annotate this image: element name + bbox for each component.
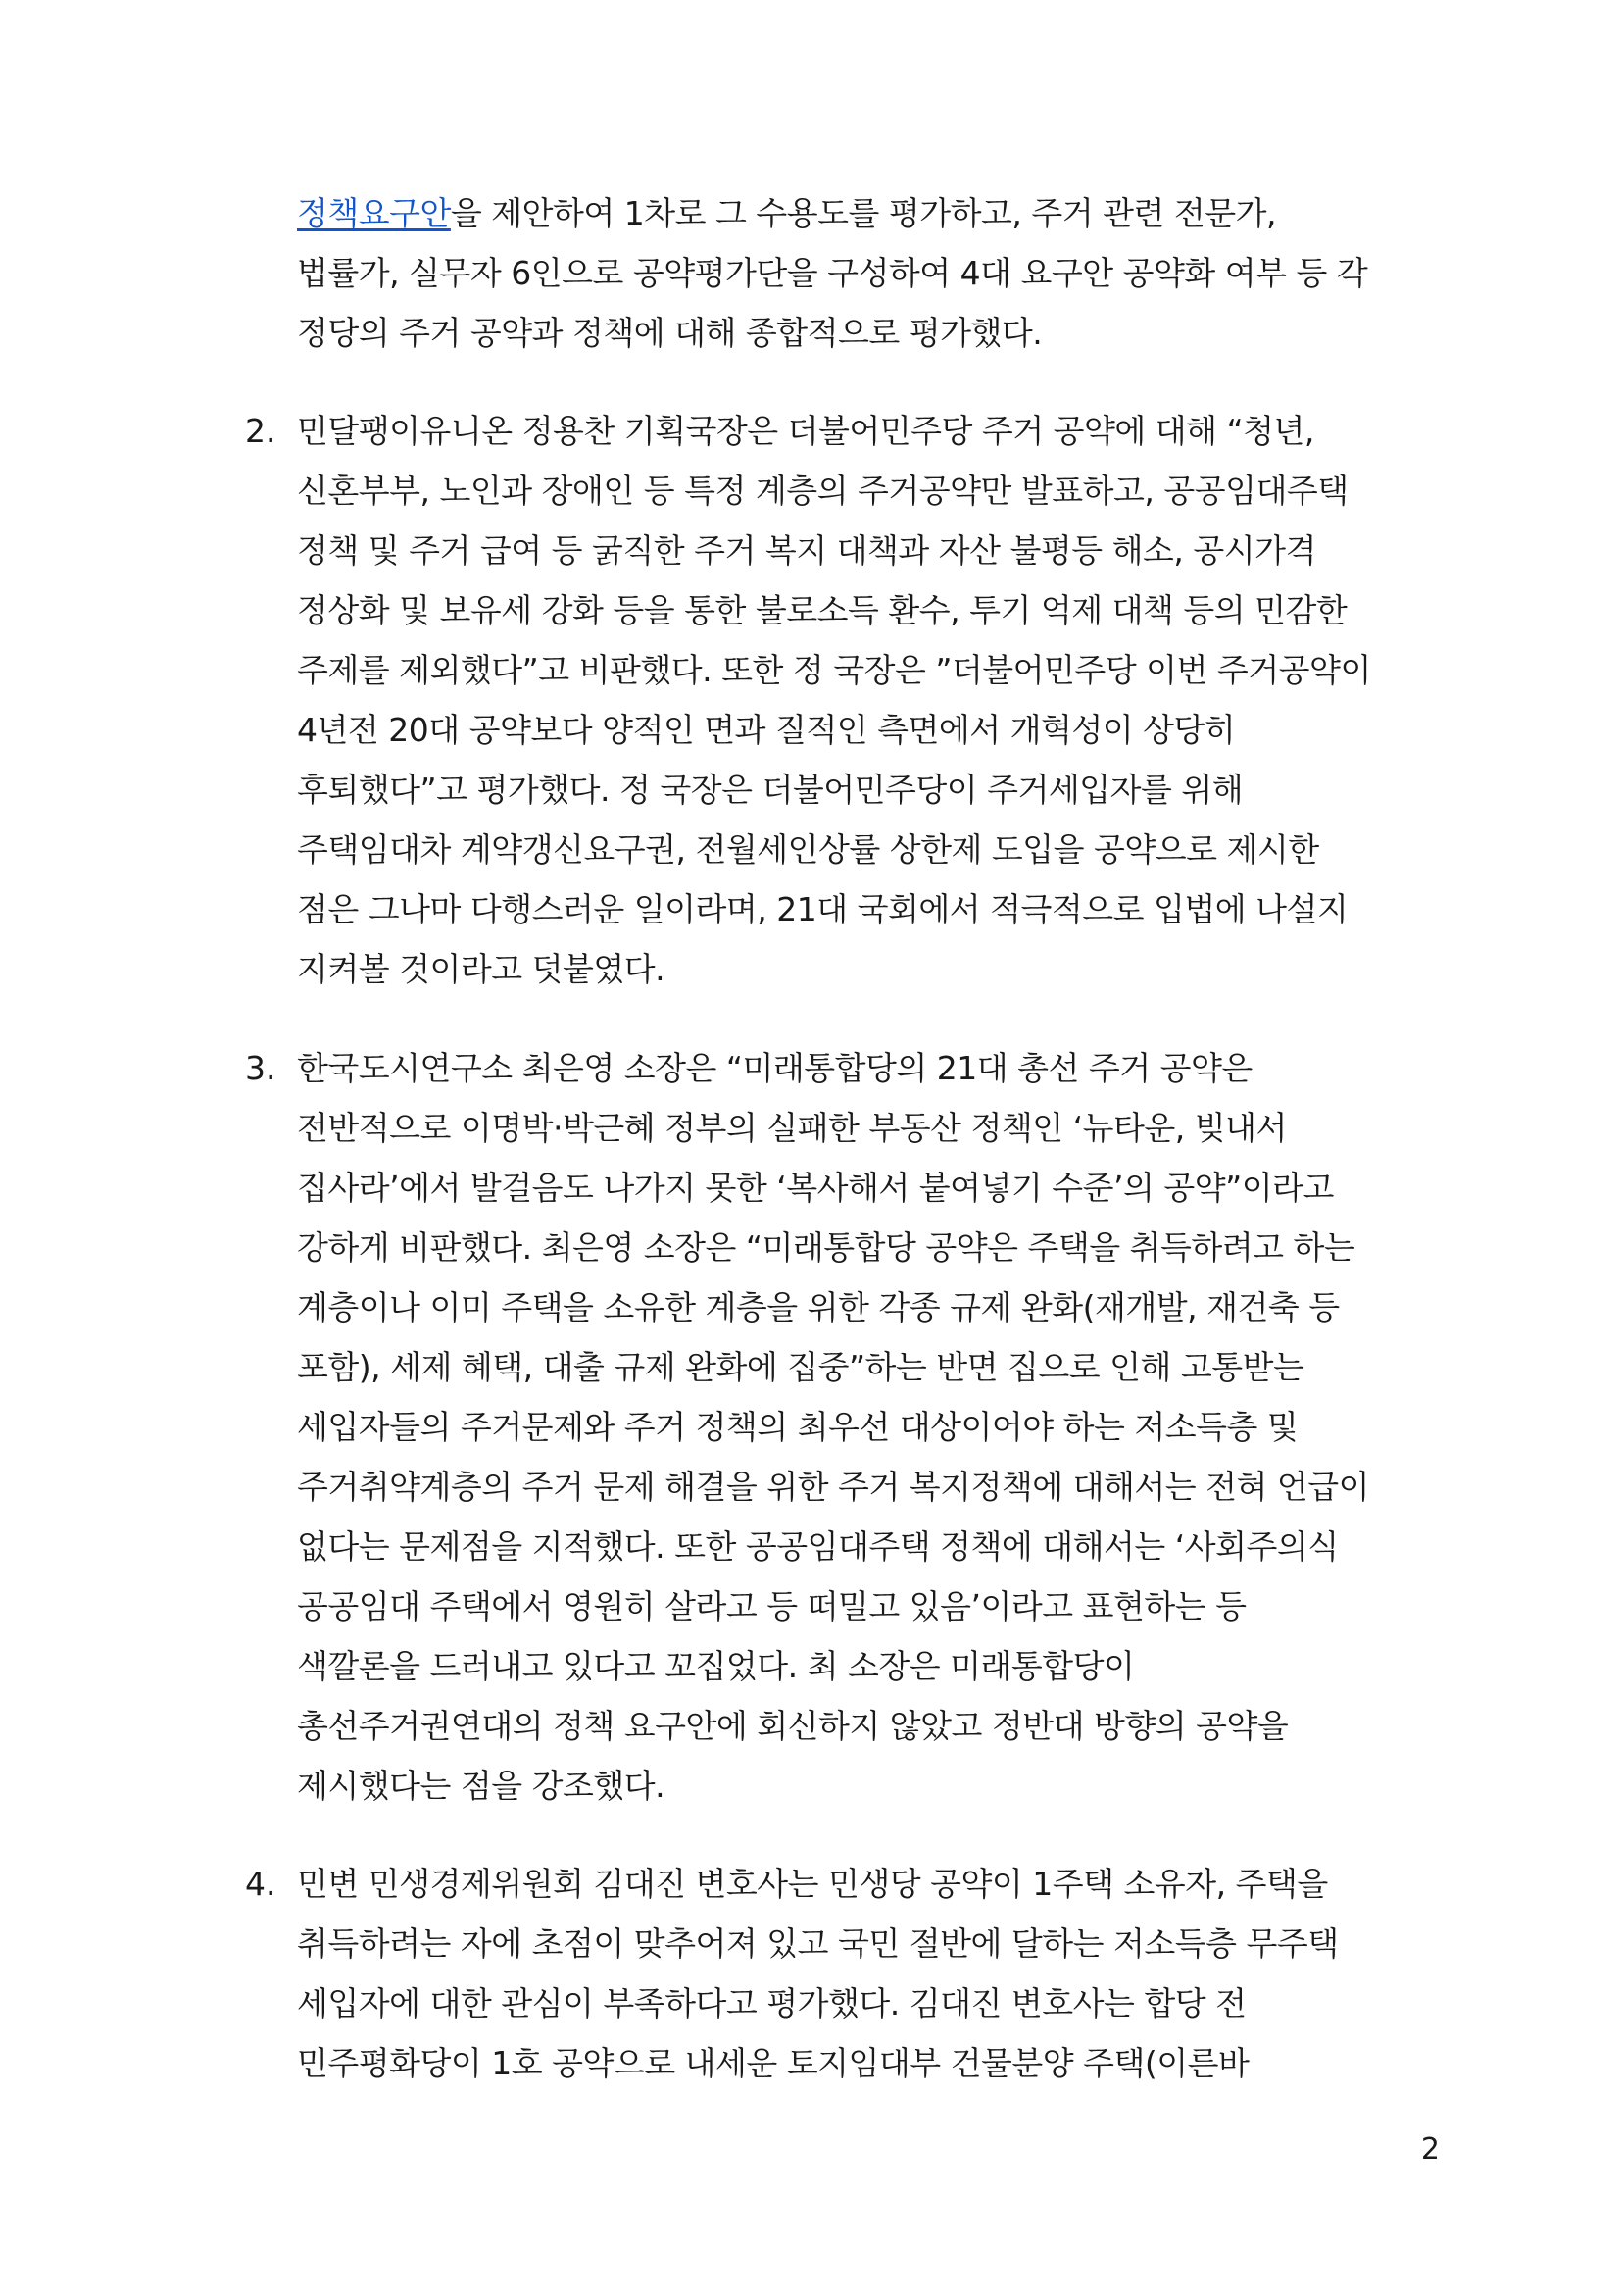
item-2-line: 민달팽이유니온 정용찬 기획국장은 더불어민주당 주거 공약에 대해 “청년, [297,412,1314,450]
item-2-line: 주제를 제외했다”고 비판했다. 또한 정 국장은 ”더불어민주당 이번 주거공약이 [297,651,1371,689]
item-3-line: 한국도시연구소 최은영 소장은 “미래통합당의 21대 총선 주거 공약은 [297,1049,1253,1087]
item-3-line: 제시했다는 점을 강조했다. [297,1767,665,1805]
list-item-number: 3. [245,1049,276,1087]
item-3-line: 총선주거권연대의 정책 요구안에 회신하지 않았고 정반대 방향의 공약을 [297,1707,1289,1745]
item-4-line: 세입자에 대한 관심이 부족하다고 평가했다. 김대진 변호사는 합당 전 [297,1984,1247,2022]
item-3-line: 강하게 비판했다. 최은영 소장은 “미래통합당 공약은 주택을 취득하려고 하는 [297,1228,1355,1267]
item-4-line: 민변 민생경제위원회 김대진 변호사는 민생당 공약이 1주택 소유자, 주택을 [297,1865,1328,1903]
item-3-line: 포함), 세제 혜택, 대출 규제 완화에 집중”하는 반면 집으로 인해 고통받는 [297,1348,1304,1386]
item-2-line: 정상화 및 보유세 강화 등을 통한 불로소득 환수, 투기 억제 대책 등의 민감한 [297,591,1348,629]
page-number: 2 [1420,2132,1440,2167]
item-3-line: 전반적으로 이명박·박근혜 정부의 실패한 부동산 정책인 ‘뉴타운, 빚내서 [297,1109,1287,1147]
item-3-line: 없다는 문제점을 지적했다. 또한 공공임대주택 정책에 대해서는 ‘사회주의식 [297,1527,1339,1566]
item-3-line: 집사라’에서 발걸음도 나가지 못한 ‘복사해서 붙여넣기 수준’의 공약”이라고 [297,1169,1334,1207]
item-3-line: 세입자들의 주거문제와 주거 정책의 최우선 대상이어야 하는 저소득층 및 [297,1408,1299,1446]
list-item-number: 2. [245,412,276,450]
policy-demands-link[interactable]: 정책요구안 [297,194,451,232]
intro-line-3: 정당의 주거 공약과 정책에 대해 종합적으로 평가했다. [297,314,1043,352]
list-item-number: 4. [245,1865,276,1903]
item-3-line: 색깔론을 드러내고 있다고 꼬집었다. 최 소장은 미래통합당이 [297,1647,1135,1685]
item-3-line: 주거취약계층의 주거 문제 해결을 위한 주거 복지정책에 대해서는 전혀 언급이 [297,1468,1370,1506]
item-4-line: 취득하려는 자에 초점이 맞추어져 있고 국민 절반에 달하는 저소득층 무주택 [297,1924,1339,1963]
item-2-line: 주택임대차 계약갱신요구권, 전월세인상률 상한제 도입을 공약으로 제시한 [297,830,1319,869]
intro-line-1-text: 을 제안하여 1차로 그 수용도를 평가하고, 주거 관련 전문가, [450,194,1276,232]
item-2-line: 지켜볼 것이라고 덧붙였다. [297,950,665,988]
item-4-line: 민주평화당이 1호 공약으로 내세운 토지임대부 건물분양 주택(이른바 [297,2044,1250,2082]
intro-line-2: 법률가, 실무자 6인으로 공약평가단을 구성하여 4대 요구안 공약화 여부 등 각 [297,254,1368,292]
item-2-line: 4년전 20대 공약보다 양적인 면과 질적인 측면에서 개혁성이 상당히 [297,711,1236,749]
item-2-line: 정책 및 주거 급여 등 굵직한 주거 복지 대책과 자산 불평등 해소, 공시가격 [297,531,1316,570]
item-2-line: 점은 그나마 다행스러운 일이라며, 21대 국회에서 적극적으로 입법에 나설지 [297,890,1349,928]
item-3-line: 공공임대 주택에서 영원히 살라고 등 떠밀고 있음’이라고 표현하는 등 [297,1587,1247,1625]
item-2-line: 후퇴했다”고 평가했다. 정 국장은 더불어민주당이 주거세입자를 위해 [297,771,1244,809]
item-2-line: 신혼부부, 노인과 장애인 등 특정 계층의 주거공약만 발표하고, 공공임대주택 [297,472,1349,510]
intro-line-1 [297,194,1276,233]
item-3-line: 계층이나 이미 주택을 소유한 계층을 위한 각종 규제 완화(재개발, 재건축 등 [297,1288,1340,1326]
